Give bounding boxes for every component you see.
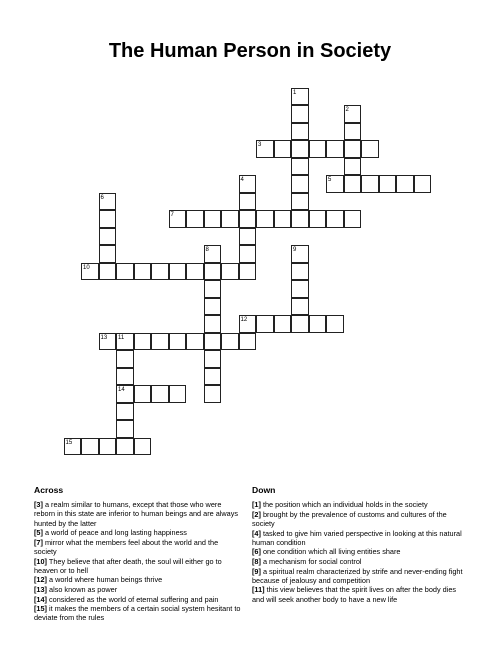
crossword-cell bbox=[291, 263, 309, 281]
crossword-cell bbox=[116, 438, 134, 456]
crossword-number: 6 bbox=[100, 194, 104, 201]
clue-text: a mechanism for social control bbox=[262, 556, 362, 566]
across-clue bbox=[34, 538, 242, 556]
crossword-number: 9 bbox=[293, 247, 297, 253]
crossword-number: 12 bbox=[240, 317, 248, 323]
across-clue bbox=[34, 557, 242, 575]
clue-text: a world of peace and long lasting happiness bbox=[44, 528, 187, 538]
across-clue bbox=[34, 528, 242, 537]
crossword-cell bbox=[309, 315, 327, 333]
across-heading: Across bbox=[34, 485, 64, 495]
crossword-cell bbox=[99, 228, 117, 246]
crossword-cell bbox=[256, 210, 274, 228]
clue-number: [5] bbox=[34, 528, 43, 538]
crossword-cell bbox=[221, 263, 239, 281]
crossword-cell bbox=[361, 175, 379, 193]
crossword-cell bbox=[396, 175, 414, 193]
across-clue bbox=[34, 595, 242, 604]
clue-number: [11] bbox=[252, 585, 265, 595]
page-title: The Human Person in Society bbox=[108, 40, 392, 62]
crossword-cell bbox=[186, 210, 204, 228]
crossword-cell bbox=[204, 298, 222, 316]
across-clue bbox=[34, 604, 242, 622]
crossword-cell bbox=[204, 385, 222, 403]
clue-text: a realm similar to humans, except that those who were reborn in this state are inferior to human beings and are always hunted by the latter bbox=[34, 500, 239, 528]
crossword-cell bbox=[169, 385, 187, 403]
crossword-cell bbox=[291, 315, 309, 333]
crossword-cell bbox=[344, 140, 362, 158]
crossword-cell bbox=[344, 158, 362, 176]
crossword-cell bbox=[239, 333, 257, 351]
crossword-cell bbox=[291, 210, 309, 228]
crossword-cell bbox=[204, 263, 222, 281]
crossword-number: 15 bbox=[65, 439, 73, 446]
crossword-cell bbox=[116, 368, 134, 386]
crossword-cell bbox=[134, 438, 152, 456]
crossword-number: 4 bbox=[240, 177, 244, 183]
clue-number: [9] bbox=[252, 566, 261, 576]
clue-number: [2] bbox=[252, 509, 261, 519]
clue-text: They believe that after death, the soul will either go to heaven or to hell bbox=[34, 556, 222, 575]
crossword-cell bbox=[326, 315, 344, 333]
clue-text: tasked to give him varied perspective in looking at this natural human condition bbox=[252, 528, 462, 547]
crossword-cell bbox=[309, 140, 327, 158]
clue-text: a spiritual realm characterized by strife and never-ending fight because of jealousy and competition bbox=[252, 566, 463, 585]
crossword-cell bbox=[116, 403, 134, 421]
clue-text: brought by the prevalence of customs and cultures of the society bbox=[252, 509, 447, 528]
across-clue bbox=[34, 585, 242, 594]
crossword-cell bbox=[256, 315, 274, 333]
crossword-cell bbox=[116, 420, 134, 438]
crossword-number: 3 bbox=[258, 142, 262, 148]
down-heading: Down bbox=[252, 485, 276, 495]
across-clues bbox=[34, 486, 242, 623]
crossword-number: 11 bbox=[118, 334, 125, 341]
clue-number: [4] bbox=[252, 528, 261, 538]
crossword-cell bbox=[186, 333, 204, 351]
clue-number: [8] bbox=[252, 556, 261, 566]
crossword-cell bbox=[169, 263, 187, 281]
crossword-cell bbox=[204, 315, 222, 333]
clue-number: [7] bbox=[34, 537, 43, 547]
crossword-cell bbox=[239, 210, 257, 228]
down-clue bbox=[252, 510, 464, 528]
crossword-cell bbox=[274, 315, 292, 333]
crossword-number: 10 bbox=[83, 264, 90, 271]
crossword-cell bbox=[204, 280, 222, 298]
crossword-cell bbox=[291, 140, 309, 158]
crossword-cell bbox=[169, 333, 187, 351]
down-clue bbox=[252, 557, 464, 566]
clue-number: [14] bbox=[34, 594, 47, 604]
clue-text: it makes the members of a certain social system hesitant to deviate from the rules bbox=[34, 604, 241, 623]
crossword-cell bbox=[239, 245, 257, 263]
crossword-cell bbox=[344, 210, 362, 228]
down-clue bbox=[252, 500, 464, 509]
clue-text: the position which an individual holds in the society bbox=[262, 500, 428, 510]
crossword-cell bbox=[204, 333, 222, 351]
crossword-cell bbox=[221, 333, 239, 351]
crossword-cell bbox=[134, 333, 152, 351]
crossword-cell bbox=[81, 438, 99, 456]
crossword-cell bbox=[99, 245, 117, 263]
crossword-cell bbox=[99, 263, 117, 281]
crossword-cell bbox=[291, 105, 309, 123]
crossword-number: 8 bbox=[205, 247, 209, 253]
crossword-cell bbox=[326, 210, 344, 228]
clue-number: [3] bbox=[34, 500, 43, 510]
crossword-cell bbox=[291, 158, 309, 176]
crossword-cell bbox=[309, 210, 327, 228]
crossword-cell bbox=[239, 228, 257, 246]
crossword-cell bbox=[361, 140, 379, 158]
clue-number: [6] bbox=[252, 547, 261, 557]
crossword-cell bbox=[291, 280, 309, 298]
clue-number: [15] bbox=[34, 604, 47, 614]
crossword-cell bbox=[239, 193, 257, 211]
crossword-cell bbox=[151, 385, 169, 403]
crossword-number: 7 bbox=[170, 212, 174, 218]
crossword-cell bbox=[221, 210, 239, 228]
crossword-cell bbox=[239, 263, 257, 281]
crossword-cell bbox=[186, 263, 204, 281]
crossword-cell bbox=[116, 350, 134, 368]
across-clue bbox=[34, 500, 242, 528]
crossword-cell bbox=[291, 123, 309, 141]
crossword-cell bbox=[134, 385, 152, 403]
down-clues bbox=[252, 486, 464, 604]
clue-text: considered as the world of eternal suffering and pain bbox=[49, 594, 219, 604]
crossword-cell bbox=[116, 263, 134, 281]
across-clue bbox=[34, 575, 242, 584]
crossword-cell bbox=[379, 175, 397, 193]
crossword-cell bbox=[274, 140, 292, 158]
clue-number: [13] bbox=[34, 584, 47, 594]
crossword-cell bbox=[291, 193, 309, 211]
crossword-number: 1 bbox=[293, 89, 297, 96]
down-clue bbox=[252, 529, 464, 547]
crossword-cell bbox=[344, 175, 362, 193]
crossword-cell bbox=[204, 210, 222, 228]
clue-text: one condition which all living entities share bbox=[262, 547, 401, 557]
clue-text: a world where human beings thrive bbox=[49, 575, 163, 585]
crossword-cell bbox=[99, 438, 117, 456]
down-clue bbox=[252, 547, 464, 556]
down-clue bbox=[252, 567, 464, 585]
clue-number: [10] bbox=[34, 556, 47, 566]
crossword-number: 2 bbox=[345, 107, 349, 113]
clue-number: [1] bbox=[252, 500, 261, 510]
crossword-cell bbox=[291, 175, 309, 193]
crossword-cell bbox=[204, 368, 222, 386]
down-clue bbox=[252, 585, 464, 603]
crossword-cell bbox=[414, 175, 432, 193]
crossword-number: 5 bbox=[328, 177, 332, 183]
crossword-number: 14 bbox=[118, 387, 125, 393]
crossword-cell bbox=[151, 263, 169, 281]
crossword-cell bbox=[204, 350, 222, 368]
clue-text: also known as power bbox=[49, 584, 118, 594]
crossword-cell bbox=[326, 140, 344, 158]
crossword-cell bbox=[134, 263, 152, 281]
crossword-cell bbox=[99, 210, 117, 228]
crossword-cell bbox=[344, 123, 362, 141]
crossword-cell bbox=[274, 210, 292, 228]
clue-text: this view believes that the spirit lives on after the body dies and will seek another body to have a new life bbox=[252, 585, 457, 604]
clue-number: [12] bbox=[34, 575, 47, 585]
crossword-cell bbox=[151, 333, 169, 351]
crossword-number: 13 bbox=[100, 334, 108, 341]
crossword-cell bbox=[291, 298, 309, 316]
clue-text: mirror what the members feel about the world and the society bbox=[34, 537, 219, 556]
